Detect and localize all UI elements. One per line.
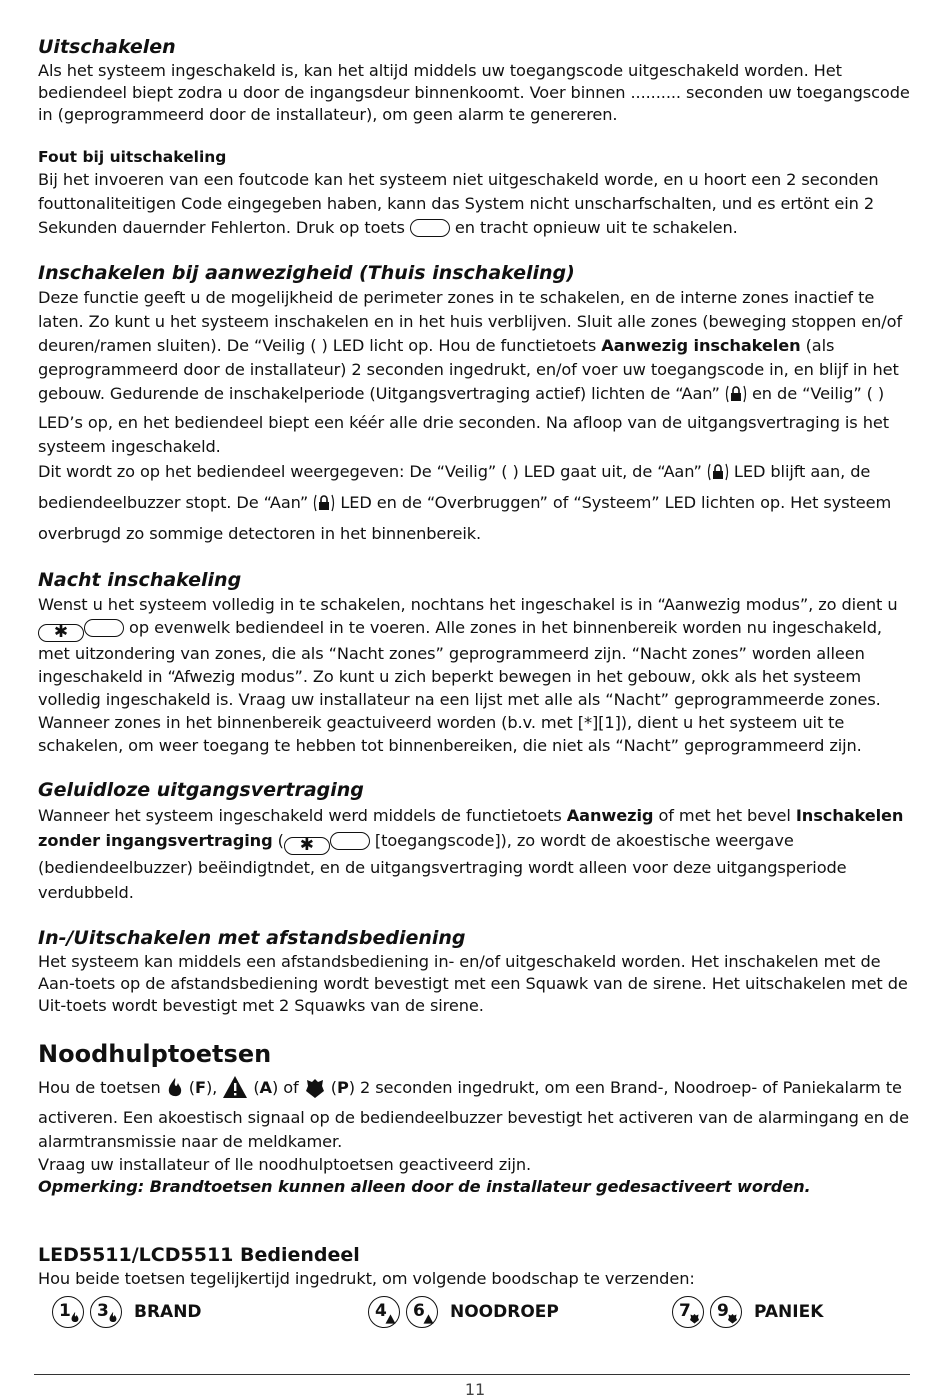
geluidloze-paragraph: Wanneer het systeem ingeschakeld werd middels de functietoets Aanwezig of met het bevel Inschakelen zonder ingangsvertraging ( ✱ [toegangscode]), zo wordt de akoestische weergave (bediendeelbuzzer) beëindigtndet, en de uitgangsvertraging wordt alleen voor deze uitgangsperiode verdubbeld. (38, 806, 904, 902)
noodhulp-note: Opmerking: Brandtoetsen kunnen alleen door de installateur gedesactiveert worden. (38, 1177, 811, 1196)
thuis-paragraph-2: Dit wordt zo op het bediendeel weergegeven: De “Veilig” ( ) LED gaat uit, de “Aan” LED blijft aan, de bediendeelbuzzer stopt. De “Aan” LED en de “Overbruggen” of “Systeem” LED lichten op. Het systeem overbrugd zo sommige detectoren in het binnenbereik. (38, 462, 892, 543)
paniek-combo (672, 1296, 823, 1328)
fire-icon (108, 1311, 118, 1324)
section-title-led: LED5511/LCD5511 Bediendeel (38, 1244, 360, 1266)
police-badge-icon (689, 1313, 700, 1324)
fout-uitschakeling-paragraph: Bij het invoeren van een foutcode kan het systeem niet uitgeschakeld worde, en u hoort een 2 seconden fouttonaliteitigen Code eingegeben haben, kann das System nicht unscharfschalten, und es ertönt ein 2 Sekunden dauernder Fehlerton. Druk op toets en tracht opnieuw uit te schakelen. (38, 170, 879, 237)
nacht-paragraph: Wenst u het systeem volledig in te schakelen, nochtans het ingeschakel is in “Aanwezig modus”, zo dient u ✱ op evenwelk bediendeel in te voeren. Alle zones in het binnenbereik worden nu ingeschakeld, met uitzondering van zones, die als “Nacht zones” geprogrammeerd zijn. “Nacht zones” worden alleen ingeschakeld in “Afwezig modus”. Zo kunt u zich beperkt bewegen in het gebouw, okk als het systeem volledig ingeschakeld is. Vraag uw installateur na een lijst met alle als “Nacht” geprogrammeerde zones. Wanneer zones in het binnenbereik geactuiveerd worden (b.v. met [*][1]), dient u het systeem uit te schakelen, om weer toegang te hebben tot binnenbereiken, die niet als “Nacht” geprogrammeerd zijn. (38, 595, 898, 755)
star-key-icon: ✱ (284, 837, 330, 855)
warning-triangle-icon (423, 1314, 434, 1324)
blank-key-icon (330, 832, 370, 850)
thuis-paragraph-1: Deze functie geeft u de mogelijkheid de perimeter zones in te schakelen, en de interne zones inactief te laten. Zo kunt u het systeem inschakelen en in het huis verblijven. Sluit alle zones (beweging stoppen en/of deuren/ramen sluiten). De “Veilig ( ) LED licht op. Hou de functietoets Aanwezig inschakelen (als geprogrammeerd door de installateur) 2 seconden ingedrukt, en/of voer uw toegangscode in, en blijf in het gebouw. Gedurende de inschakelperiode (Uitgangsvertraging actief) lichten de “Aan” en de “Veilig” ( ) LED’s op, en het bediendeel biept een kéér alle drie seconden. Na afloop van de uitgangsvertraging is het systeem ingeschakeld. (38, 288, 903, 456)
paniek-label: PANIEK (754, 1302, 824, 1322)
lock-icon (313, 493, 335, 521)
key-6: 6 (406, 1296, 438, 1328)
brand-combo (52, 1296, 202, 1328)
manual-page (38, 34, 914, 1334)
section-title-thuis: Inschakelen bij aanwezigheid (Thuis inschakeling) (38, 262, 575, 284)
brand-label: BRAND (134, 1302, 202, 1322)
fout-uitschakeling-title: Fout bij uitschakeling (38, 148, 227, 166)
warning-triangle-icon (222, 1075, 248, 1106)
lock-icon (725, 384, 747, 411)
key-7: 7 (672, 1296, 704, 1328)
noodhulp-paragraph: Hou de toetsen (F), (A) of (P) 2 seconden ingedrukt, om een Brand-, Noodroep- of Paniekalarm te activeren. Een akoestisch signaal op de bediendeelbuzzer bevestigt het activeren van de alarmingang en de alarmtransmissie naar de meldkamer. (38, 1075, 914, 1154)
section-title-uitschakelen: Uitschakelen (38, 36, 176, 58)
noodhulp-paragraph-2: Vraag uw installateur of lle noodhulptoetsen geactiveerd zijn. (38, 1155, 532, 1174)
section-title-noodhulp: Noodhulptoetsen (38, 1040, 272, 1068)
fire-icon (166, 1077, 184, 1106)
police-badge-icon (727, 1313, 738, 1324)
lock-icon (707, 462, 729, 490)
fire-icon (70, 1311, 80, 1324)
key-9: 9 (710, 1296, 742, 1328)
page-number: 11 (464, 1380, 486, 1399)
blank-key-icon (410, 219, 450, 237)
afstand-paragraph: Het systeem kan middels een afstandsbediening in- en/of uitgeschakeld worden. Het inschakelen met de Aan-toets op de afstandsbediening wordt bevestigt met een Squawk van de sirene. Het uitschakelen met de Uit-toets wordt bevestigt met 2 Squawks van de sirene. (38, 952, 908, 1015)
section-title-nacht: Nacht inschakeling (38, 569, 242, 591)
footer-divider (34, 1374, 910, 1375)
warning-triangle-icon (385, 1314, 396, 1324)
led-paragraph: Hou beide toetsen tegelijkertijd ingedrukt, om volgende boodschap te verzenden: (38, 1269, 695, 1288)
section-title-afstand: In-/Uitschakelen met afstandsbediening (38, 927, 466, 949)
key-3: 3 (90, 1296, 122, 1328)
emergency-key-combos (38, 1296, 914, 1334)
noodroep-combo (368, 1296, 559, 1328)
noodroep-label: NOODROEP (450, 1302, 559, 1322)
blank-key-icon (84, 619, 124, 637)
star-key-icon: ✱ (38, 624, 84, 642)
section-title-geluidloze: Geluidloze uitgangsvertraging (38, 779, 364, 801)
key-1: 1 (52, 1296, 84, 1328)
police-badge-icon (304, 1077, 326, 1106)
key-4: 4 (368, 1296, 400, 1328)
uitschakelen-paragraph: Als het systeem ingeschakeld is, kan het altijd middels uw toegangscode uitgeschakeld worden. Het bediendeel biept zodra u door de ingangsdeur binnenkoomt. Voer binnen .......... seconden uw toegangscode in (geprogrammeerd door de installateur), om geen alarm te genereren. (38, 61, 910, 124)
